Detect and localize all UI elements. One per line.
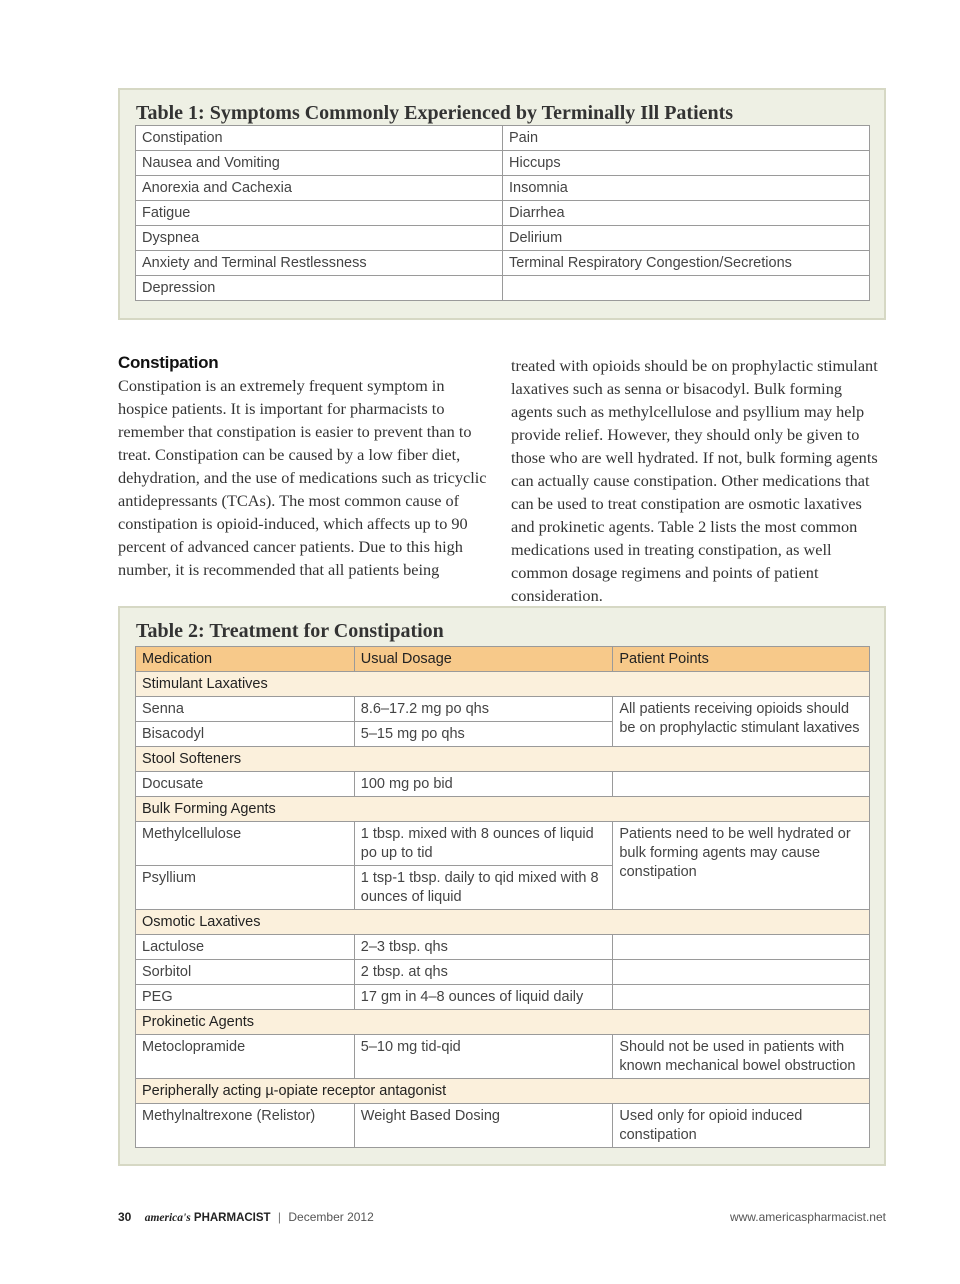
- section-heading: Constipation: [118, 353, 219, 372]
- table1-title: Table 1: Symptoms Commonly Experienced by Terminally Ill Patients: [136, 102, 734, 124]
- medication-cell: Sorbitol: [136, 960, 355, 985]
- dosage-cell: Weight Based Dosing: [354, 1104, 613, 1148]
- medication-cell: Metoclopramide: [136, 1035, 355, 1079]
- page-number: 30: [118, 1210, 132, 1224]
- dosage-cell: 1 tsp-1 tbsp. daily to qid mixed with 8 ounces of liquid: [354, 866, 613, 910]
- table-row: [136, 201, 870, 226]
- table-row: [136, 176, 870, 201]
- table-row: [136, 697, 870, 722]
- patient-points-cell: [613, 960, 870, 985]
- treatment-table: [135, 646, 870, 1148]
- patient-points-cell: Patients need to be well hydrated or bulk forming agents may cause constipation: [613, 822, 870, 910]
- dosage-cell: 17 gm in 4–8 ounces of liquid daily: [354, 985, 613, 1010]
- symptom-cell: Pain: [503, 126, 870, 151]
- symptom-cell: Delirium: [503, 226, 870, 251]
- dosage-cell: 100 mg po bid: [354, 772, 613, 797]
- symptom-cell: Nausea and Vomiting: [136, 151, 503, 176]
- header-dosage: Usual Dosage: [354, 647, 613, 672]
- symptom-cell: Anorexia and Cachexia: [136, 176, 503, 201]
- symptom-cell: [503, 276, 870, 301]
- medication-cell: Docusate: [136, 772, 355, 797]
- symptom-cell: Diarrhea: [503, 201, 870, 226]
- table1-box: [118, 88, 886, 320]
- category-softeners: Stool Softeners: [136, 747, 870, 772]
- category-row: [136, 672, 870, 697]
- dosage-cell: 2–3 tbsp. qhs: [354, 935, 613, 960]
- table-row: [136, 960, 870, 985]
- category-row: [136, 1079, 870, 1104]
- category-stimulant: Stimulant Laxatives: [136, 672, 870, 697]
- symptom-cell: Fatigue: [136, 201, 503, 226]
- symptom-cell: Hiccups: [503, 151, 870, 176]
- category-peripheral: Peripherally acting µ-opiate receptor antagonist: [136, 1079, 870, 1104]
- symptom-cell: Terminal Respiratory Congestion/Secretions: [503, 251, 870, 276]
- table2-box: [118, 606, 886, 1166]
- medication-cell: Lactulose: [136, 935, 355, 960]
- magazine-logo: [145, 1212, 271, 1224]
- patient-points-cell: All patients receiving opioids should be on prophylactic stimulant laxatives: [613, 697, 870, 747]
- patient-points-cell: [613, 935, 870, 960]
- patient-points-cell: [613, 772, 870, 797]
- table2-title: Table 2: Treatment for Constipation: [136, 620, 444, 642]
- header-medication: Medication: [136, 647, 355, 672]
- medication-cell: Psyllium: [136, 866, 355, 910]
- symptom-cell: Insomnia: [503, 176, 870, 201]
- medication-cell: Methylcellulose: [136, 822, 355, 866]
- article-text-right: treated with opioids should be on prophylactic stimulant laxatives such as senna or bisacodyl. Bulk forming agents such as methylcellulose and psyllium may help provide relief. However, they should only be given to those who are well hydrated. If not, bulk forming agents can actually cause constipation. Other medications that can be used to treat constipation are osmotic laxatives and prokinetic agents. Table 2 lists the most common medications used in treating constipation, as well common dosage regimens and points of patient consideration.: [511, 356, 878, 605]
- medication-cell: Bisacodyl: [136, 722, 355, 747]
- table-row: [136, 822, 870, 866]
- article-left-column: [118, 352, 492, 581]
- table-row: [136, 276, 870, 301]
- category-prokinetic: Prokinetic Agents: [136, 1010, 870, 1035]
- symptoms-table: [135, 125, 870, 301]
- page-footer: [118, 1210, 886, 1226]
- dosage-cell: 1 tbsp. mixed with 8 ounces of liquid po up to tid: [354, 822, 613, 866]
- patient-points-cell: Should not be used in patients with known mechanical bowel obstruction: [613, 1035, 870, 1079]
- category-row: [136, 910, 870, 935]
- table-row: [136, 985, 870, 1010]
- dosage-cell: 2 tbsp. at qhs: [354, 960, 613, 985]
- issue-date: December 2012: [288, 1210, 374, 1224]
- table-row: [136, 151, 870, 176]
- category-row: [136, 1010, 870, 1035]
- header-patient-points: Patient Points: [613, 647, 870, 672]
- table-row: [136, 935, 870, 960]
- table-header-row: [136, 647, 870, 672]
- category-bulk: Bulk Forming Agents: [136, 797, 870, 822]
- dosage-cell: 5–10 mg tid-qid: [354, 1035, 613, 1079]
- symptom-cell: Depression: [136, 276, 503, 301]
- patient-points-cell: [613, 985, 870, 1010]
- article-text-left: Constipation is an extremely frequent symptom in hospice patients. It is important for pharmacists to remember that constipation is easier to prevent than to treat. Constipation can be caused by a low fiber diet, dehydration, and the use of medications such as tricyclic antidepressants (TCAs). The most common cause of constipation is opioid-induced, which affects up to 90 percent of advanced cancer patients. Due to this high number, it is recommended that all patients being: [118, 376, 487, 579]
- footer-separator: |: [277, 1210, 282, 1224]
- dosage-cell: 8.6–17.2 mg po qhs: [354, 697, 613, 722]
- table-row: [136, 1035, 870, 1079]
- medication-cell: Senna: [136, 697, 355, 722]
- medication-cell: Methylnaltrexone (Relistor): [136, 1104, 355, 1148]
- magazine-name: PHARMACIST: [193, 1212, 271, 1224]
- category-row: [136, 797, 870, 822]
- category-row: [136, 747, 870, 772]
- table-row: [136, 772, 870, 797]
- website-url: www.americaspharmacist.net: [729, 1210, 886, 1224]
- table-row: [136, 251, 870, 276]
- dosage-cell: 5–15 mg po qhs: [354, 722, 613, 747]
- symptom-cell: Dyspnea: [136, 226, 503, 251]
- table-row: [136, 226, 870, 251]
- category-osmotic: Osmotic Laxatives: [136, 910, 870, 935]
- table-row: [136, 126, 870, 151]
- medication-cell: PEG: [136, 985, 355, 1010]
- symptom-cell: Constipation: [136, 126, 503, 151]
- patient-points-cell: Used only for opioid induced constipation: [613, 1104, 870, 1148]
- symptom-cell: Anxiety and Terminal Restlessness: [136, 251, 503, 276]
- table-row: [136, 1104, 870, 1148]
- article-right-column: [511, 352, 885, 607]
- magazine-prefix: america's: [144, 1212, 191, 1224]
